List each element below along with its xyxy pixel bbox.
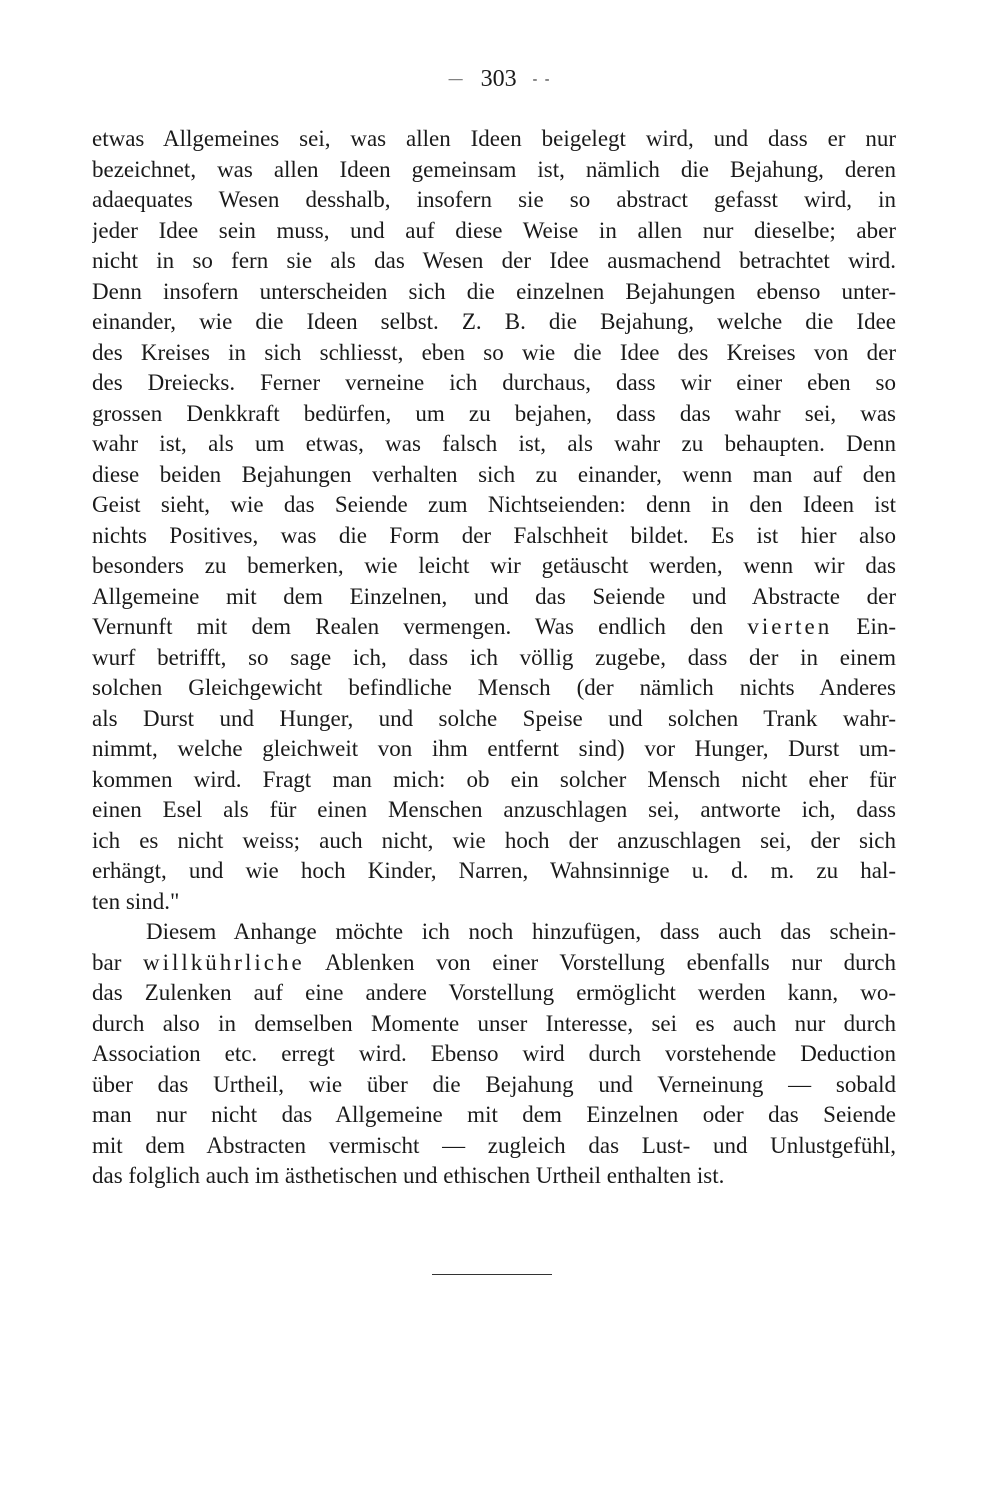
text-line: als Durst und Hunger, und solche Speise und solchen Trank wahr- xyxy=(92,705,896,731)
text-line: Allgemeine mit dem Einzelnen, und das Seiende und Abstracte der xyxy=(92,583,896,609)
text-line: erhängt, und wie hoch Kinder, Narren, Wahnsinnige u. d. m. zu hal- xyxy=(92,858,896,883)
header-dash-right: - - xyxy=(532,72,552,88)
header-dash-left: — xyxy=(448,72,465,88)
text-line: über das Urtheil, wie über die Bejahung und Verneinung — sobald xyxy=(92,1071,896,1097)
text-line: jeder Idee sein muss, und auf diese Weise in allen nur dieselbe; aber xyxy=(92,217,896,243)
text-line: des Dreiecks. Ferner verneine ich durchaus, dass wir einer eben so xyxy=(92,370,896,395)
text-line: Association etc. erregt wird. Ebenso wird durch vorstehende Deduction xyxy=(92,1041,896,1066)
text-line: adaequates Wesen desshalb, insofern sie so abstract gefasst wird, in xyxy=(92,187,896,212)
text-line: durch also in demselben Momente unser Interesse, sei es auch nur durch xyxy=(92,1010,896,1036)
text-line: einen Esel als für einen Menschen anzuschlagen sei, antworte ich, dass xyxy=(92,797,896,822)
emphasis-spaced: vierten xyxy=(747,614,833,639)
text-line: nimmt, welche gleichweit von ihm entfernt sind) vor Hunger, Durst um- xyxy=(92,736,896,761)
text-line: grossen Denkkraft bedürfen, um zu bejahen, dass das wahr sei, was xyxy=(92,400,896,426)
text-line: etwas Allgemeines sei, was allen Ideen beigelegt wird, und dass er nur xyxy=(92,126,896,151)
paragraph-2 xyxy=(92,917,896,1192)
text-line: nichts Positives, was die Form der Falschheit bildet. Es ist hier also xyxy=(92,522,896,548)
text-line: wahr ist, als um etwas, was falsch ist, als wahr zu behaupten. Denn xyxy=(92,431,896,456)
text-line: Diesem Anhange möchte ich noch hinzufügen, dass auch das schein- xyxy=(146,919,896,944)
text-segment: Vernunft mit dem Realen vermengen. Was endlich den xyxy=(92,614,748,639)
text-line: diese beiden Bejahungen verhalten sich zu einander, wenn man auf den xyxy=(92,461,896,487)
text-segment: Ablenken von einer Vorstellung ebenfalls nur durch xyxy=(304,949,896,975)
paragraph-1 xyxy=(92,124,896,917)
text-line: ten sind." xyxy=(92,888,180,914)
emphasis-spaced: willkührliche xyxy=(143,949,305,975)
text-line: wurf betrifft, so sage ich, dass ich völlig zugebe, dass der in einem xyxy=(92,644,896,670)
text-line-spaced xyxy=(92,612,896,643)
text-line: das folglich auch im ästhetischen und ethischen Urtheil enthalten ist. xyxy=(92,1163,725,1188)
text-line: man nur nicht das Allgemeine mit dem Einzelnen oder das Seiende xyxy=(92,1102,896,1127)
text-line: einander, wie die Ideen selbst. Z. B. die Bejahung, welche die Idee xyxy=(92,309,896,334)
text-line: Geist sieht, wie das Seiende zum Nichtseienden: denn in den Ideen ist xyxy=(92,492,896,517)
text-line: nicht in so fern sie als das Wesen der Idee ausmachend betrachtet wird. xyxy=(92,248,896,273)
text-line: ich es nicht weiss; auch nicht, wie hoch der anzuschlagen sei, der sich xyxy=(92,827,896,853)
end-rule-divider xyxy=(432,1274,552,1275)
text-line: das Zulenken auf eine andere Vorstellung ermöglicht werden kann, wo- xyxy=(92,980,896,1005)
body-text xyxy=(92,124,896,1192)
text-line: mit dem Abstracten vermischt — zugleich das Lust- und Unlustgefühl, xyxy=(92,1132,896,1158)
text-line: kommen wird. Fragt man mich: ob ein solcher Mensch nicht eher für xyxy=(92,766,896,792)
text-line: Denn insofern unterscheiden sich die einzelnen Bejahungen ebenso unter- xyxy=(92,278,896,304)
text-segment: Ein- xyxy=(832,614,896,639)
text-segment: bar xyxy=(92,949,144,975)
text-line: besonders zu bemerken, wie leicht wir getäuscht werden, wenn wir das xyxy=(92,553,896,578)
text-line: solchen Gleichgewicht befindliche Mensch (der nämlich nichts Anderes xyxy=(92,675,896,700)
text-line-spaced xyxy=(92,948,896,979)
page-header xyxy=(0,64,1000,95)
page-number: 303 xyxy=(480,66,517,92)
text-line: des Kreises in sich schliesst, eben so wie die Idee des Kreises von der xyxy=(92,339,896,365)
text-line: bezeichnet, was allen Ideen gemeinsam ist, nämlich die Bejahung, deren xyxy=(92,156,896,182)
